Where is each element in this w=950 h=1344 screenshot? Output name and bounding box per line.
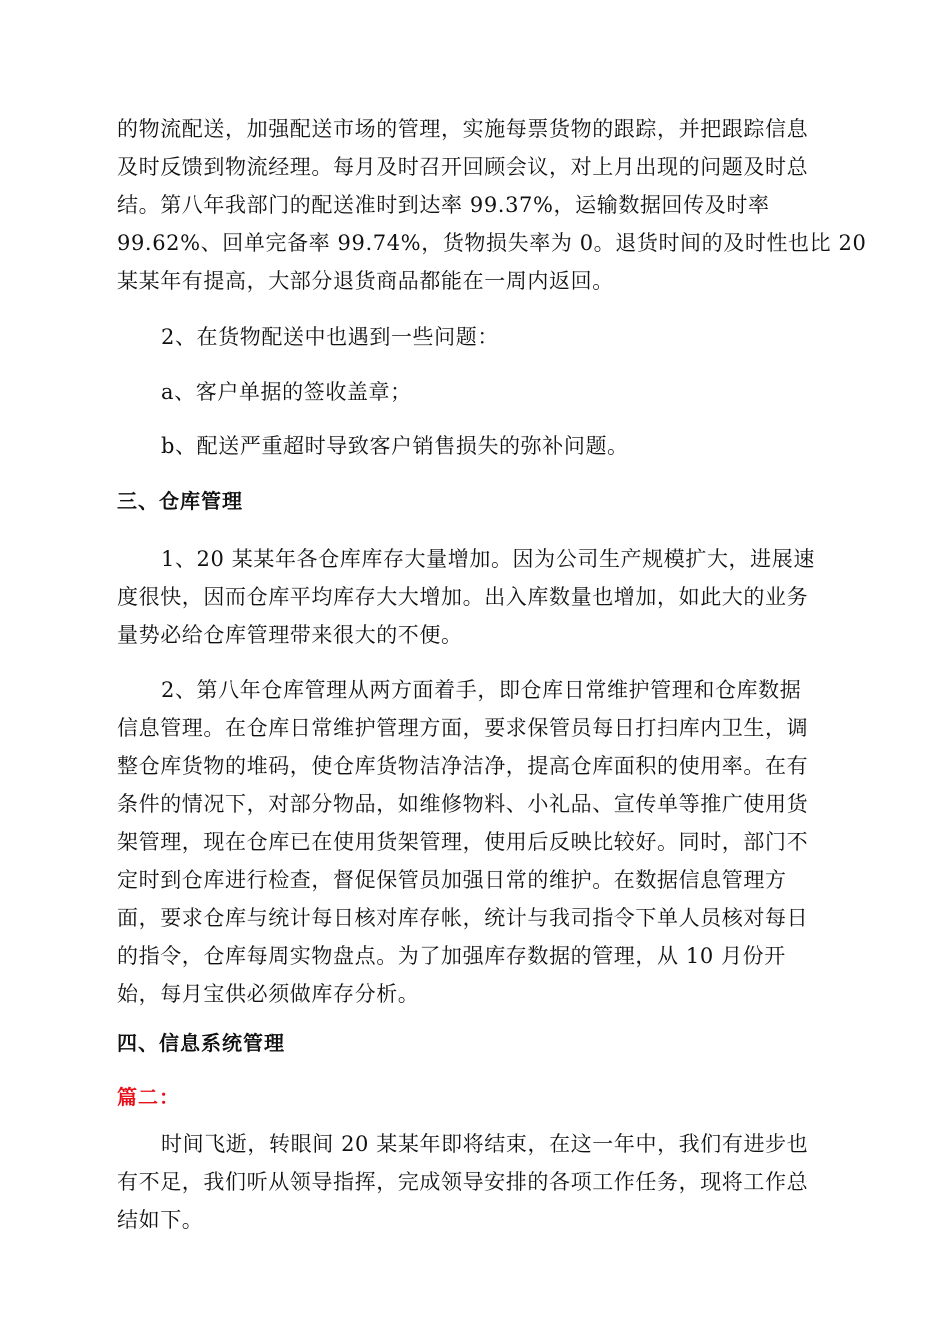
text-line: a、客户单据的签收盖章； bbox=[161, 380, 412, 404]
text-line: 条件的情况下，对部分物品，如维修物料、小礼品、宣传单等推广使用货 bbox=[117, 792, 809, 816]
text-line: 有不足，我们听从领导指挥，完成领导安排的各项工作任务，现将工作总 bbox=[117, 1170, 809, 1194]
text-line: 整仓库货物的堆码，使仓库货物洁净洁净，提高仓库面积的使用率。在有 bbox=[117, 754, 809, 778]
text-line: 架管理，现在仓库已在使用货架管理，使用后反映比较好。同时，部门不 bbox=[117, 830, 809, 854]
text-line: b、配送严重超时导致客户销售损失的弥补问题。 bbox=[161, 434, 629, 458]
text-line: 某某年有提高，大部分退货商品都能在一周内返回。 bbox=[117, 269, 614, 293]
text-line: 99.62%、回单完备率 99.74%，货物损失率为 0。退货时间的及时性也比 20 bbox=[117, 231, 867, 255]
text-line: 的指令，仓库每周实物盘点。为了加强库存数据的管理，从 10 月份开 bbox=[117, 944, 786, 968]
text-line: 始，每月宝供必须做库存分析。 bbox=[117, 982, 420, 1006]
paragraph-year-summary-intro bbox=[117, 1125, 833, 1239]
text-line: 的物流配送，加强配送市场的管理，实施每票货物的跟踪，并把跟踪信息 bbox=[117, 117, 809, 141]
list-item-a bbox=[117, 373, 833, 411]
paragraph-warehouse-management bbox=[117, 671, 833, 1013]
list-item-b bbox=[117, 427, 833, 465]
paragraph-delivery-problems bbox=[117, 318, 833, 356]
text-line: 结。第八年我部门的配送准时到达率 99.37%，运输数据回传及时率 bbox=[117, 193, 770, 217]
article-heading-part-two: 篇二： bbox=[117, 1085, 180, 1109]
section-heading-warehouse: 三、仓库管理 bbox=[117, 489, 243, 513]
text-line: 2、第八年仓库管理从两方面着手，即仓库日常维护管理和仓库数据 bbox=[161, 678, 802, 702]
text-line: 2、在货物配送中也遇到一些问题： bbox=[161, 325, 499, 349]
text-line: 结如下。 bbox=[117, 1208, 204, 1232]
text-line: 定时到仓库进行检查，督促保管员加强日常的维护。在数据信息管理方 bbox=[117, 868, 787, 892]
text-line: 面，要求仓库与统计每日核对库存帐，统计与我司指令下单人员核对每日 bbox=[117, 906, 809, 930]
text-line: 时间飞逝，转眼间 20 某某年即将结束，在这一年中，我们有进步也 bbox=[161, 1132, 809, 1156]
text-line: 1、20 某某年各仓库库存大量增加。因为公司生产规模扩大，进展速 bbox=[161, 547, 815, 571]
paragraph-warehouse-inventory bbox=[117, 540, 833, 654]
text-line: 信息管理。在仓库日常维护管理方面，要求保管员每日打扫库内卫生，调 bbox=[117, 716, 809, 740]
section-heading-info-system: 四、信息系统管理 bbox=[117, 1031, 285, 1055]
text-line: 及时反馈到物流经理。每月及时召开回顾会议，对上月出现的问题及时总 bbox=[117, 155, 809, 179]
paragraph-logistics-delivery bbox=[117, 110, 867, 300]
text-line: 度很快，因而仓库平均库存大大增加。出入库数量也增加，如此大的业务 bbox=[117, 585, 809, 609]
text-line: 量势必给仓库管理带来很大的不便。 bbox=[117, 623, 463, 647]
